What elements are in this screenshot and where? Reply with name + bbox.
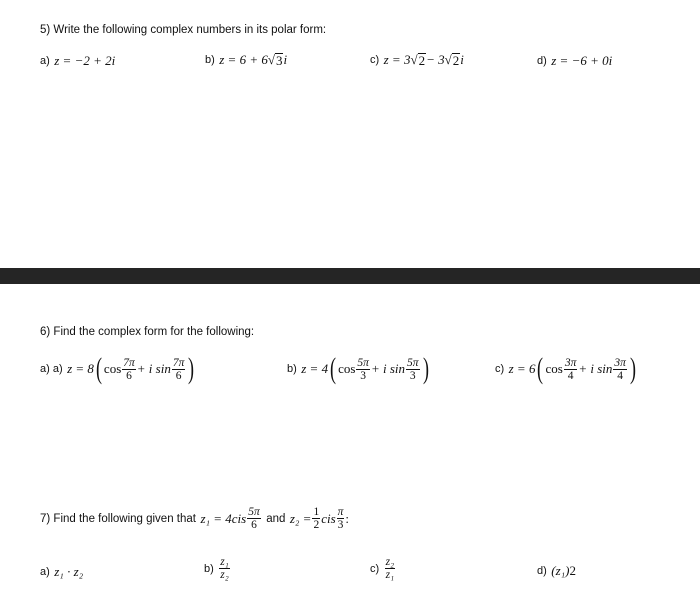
- q6-a-label: a) a): [40, 363, 63, 375]
- q5-b-post: i: [283, 52, 288, 67]
- q6-a-frac-1: $\frac{7\pi}{6}$: [123, 356, 135, 382]
- q7-c-label: c): [370, 562, 380, 575]
- q5-a-label: a): [40, 55, 50, 67]
- q6-b-frac-2: $\frac{5\pi}{3}$: [407, 356, 419, 382]
- q5-b-label: b): [205, 54, 215, 66]
- q5-title: 5) Write the following complex numbers in its polar form:: [40, 24, 327, 36]
- q7-c-frac: $\frac{\text{z₂}}{\text{z₁}}$: [385, 556, 395, 581]
- q5-b-pre: z = 6 + 6: [219, 52, 268, 67]
- q7-item-c: [370, 556, 396, 581]
- q6-a-isin: + i sin: [136, 361, 171, 376]
- q7-z2-cis: cis: [321, 510, 336, 526]
- q7-z2-pre: z₂ =: [289, 510, 312, 526]
- q7-b-label: b): [204, 562, 214, 575]
- q7-z1-frac: $\frac{5\pi}{6}$: [248, 506, 260, 531]
- q6-c-frac-1: $\frac{3\pi}{4}$: [564, 356, 577, 382]
- q6-b-pre: z = 4: [301, 361, 329, 376]
- q6-item-c: c) z = 6 ( cos $\frac{3\pi}{4}$ + i sin $\frac{3\pi}{4}$ ): [495, 352, 636, 385]
- q6-a-cos: cos: [103, 361, 122, 376]
- q7-item-a: [40, 563, 83, 581]
- q5-item-b: b) z = 6 + 6 √ 3 i: [205, 52, 288, 68]
- q7-title: 7) Find the following given that: [40, 512, 196, 525]
- q5-d-expr: z = −6 + 0i: [551, 53, 613, 68]
- q5-c-pre: z = 3: [383, 52, 411, 67]
- q5-b-radicand: 3: [275, 53, 283, 68]
- q7-z2-frac: $\frac{\pi}{3}$: [337, 506, 344, 531]
- q5-item-a: [40, 52, 115, 70]
- q6-c-isin: + i sin: [578, 361, 613, 376]
- q7-a-expr: z₁ · z₂: [54, 564, 84, 579]
- q5-a-expr: z = −2 + 2i: [54, 53, 116, 68]
- q5-item-d: [537, 52, 612, 70]
- q6-b-label: b): [287, 363, 297, 375]
- q7-and: and: [266, 512, 286, 525]
- q7-item-d: [537, 562, 576, 580]
- q7-item-b: [204, 556, 231, 581]
- q7-tail: :: [345, 510, 350, 526]
- q6-b-isin: + i sin: [370, 361, 405, 376]
- q6-a-frac-2: $\frac{7\pi}{6}$: [172, 356, 185, 382]
- q5-c-mid: − 3: [426, 52, 445, 67]
- q7-b-frac: $\frac{\text{z₁}}{\text{z₂}}$: [220, 556, 229, 581]
- q6-b-frac-1: $\frac{5\pi}{3}$: [357, 356, 369, 382]
- q5-c-label: c): [370, 54, 380, 66]
- q5-c-radicand-1: 2: [418, 53, 426, 68]
- q7-z1-pre: z₁ = 4cis: [200, 510, 247, 526]
- q6-a-pre: z = 8: [67, 361, 94, 376]
- q7-d-label: d): [537, 565, 547, 577]
- q6-c-pre: z = 6: [508, 361, 536, 376]
- q6-c-label: c): [495, 363, 505, 375]
- q6-item-a: a) a) z = 8 ( cos $\frac{7\pi}{6}$ + i sin $\frac{7\pi}{6}$ ): [40, 352, 195, 385]
- q5-c-post: i: [460, 52, 464, 67]
- q5-d-label: d): [537, 55, 547, 67]
- q7-d-expr: (z₁): [551, 563, 570, 578]
- q6-c-cos: cos: [545, 361, 563, 376]
- q6-b-cos: cos: [338, 361, 356, 376]
- q6-c-frac-2: $\frac{3\pi}{4}$: [614, 356, 626, 382]
- q5-c-radicand-2: 2: [452, 53, 460, 68]
- q7-d-exponent: 2: [569, 563, 576, 578]
- section-divider: [0, 268, 700, 284]
- q7-z2-coef: $\frac{1}{2}$: [313, 506, 320, 531]
- q5-item-c: c) z = 3 √ 2 − 3 √ 2 i: [370, 52, 464, 68]
- q7-a-label: a): [40, 566, 50, 578]
- q7-title-row: [40, 506, 349, 531]
- q6-title: 6) Find the complex form for the following:: [40, 326, 255, 338]
- q6-item-b: b) z = 4 ( cos $\frac{5\pi}{3}$ + i sin $\frac{5\pi}{3}$ ): [287, 352, 429, 385]
